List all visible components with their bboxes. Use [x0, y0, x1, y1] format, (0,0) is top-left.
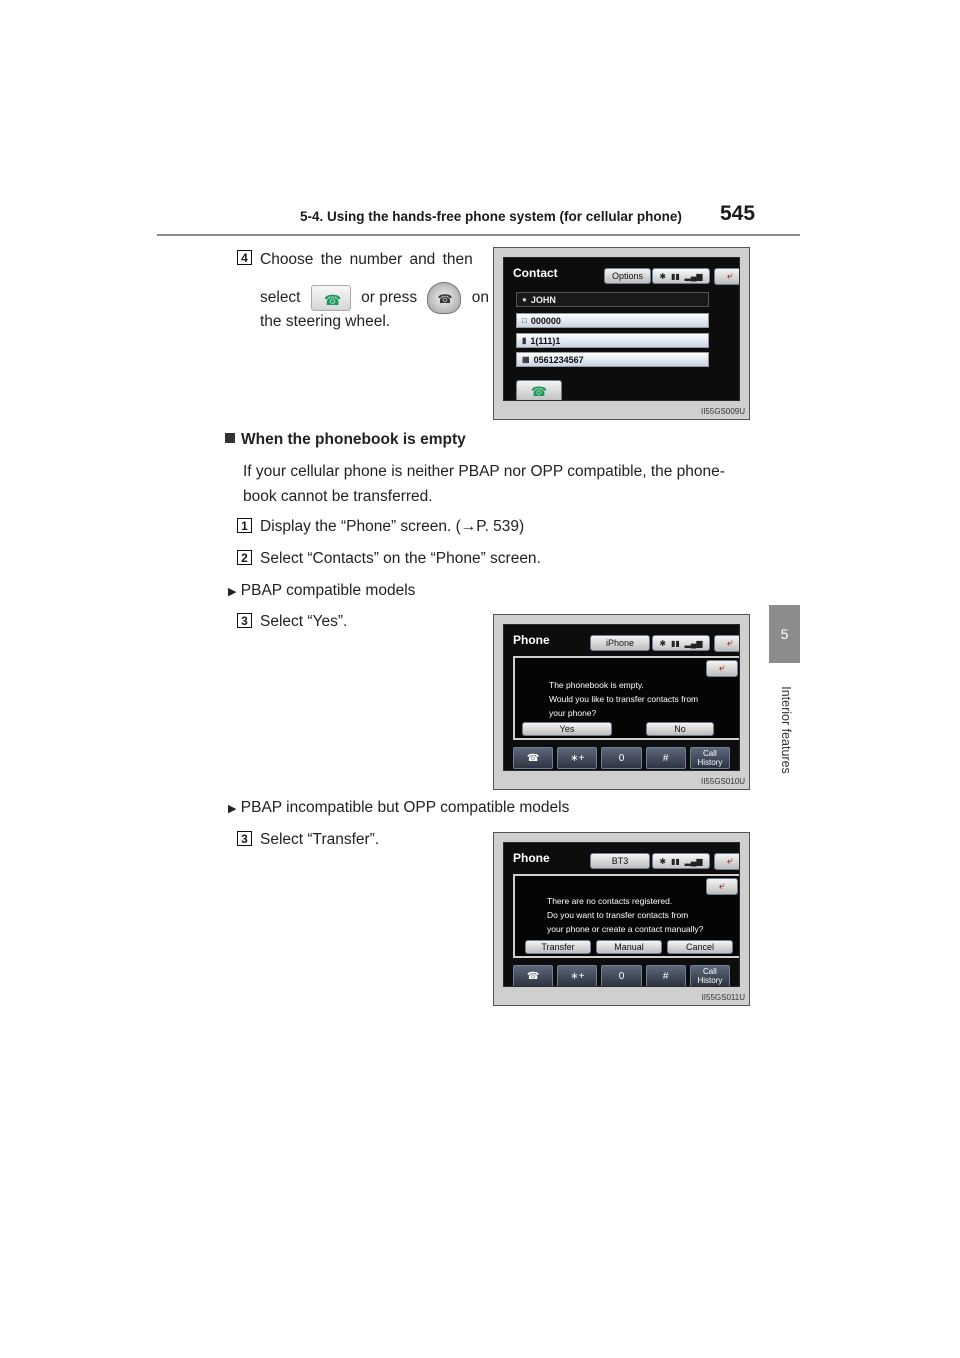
number-row[interactable] [516, 352, 709, 367]
screen-title: Phone [513, 851, 550, 865]
section-heading [225, 430, 466, 450]
heading-bullet-icon [225, 433, 235, 443]
options-button[interactable]: Options [604, 268, 651, 284]
signal-icon: ▂▄▆ [684, 856, 703, 866]
phone-icon: ☎ [530, 383, 548, 399]
message-line: Would you like to transfer contacts from [549, 694, 699, 704]
pbap-screenshot [493, 614, 750, 790]
steering-switch-icon [427, 282, 461, 314]
dialog-back-button[interactable] [706, 878, 738, 895]
dialog-message [549, 678, 698, 720]
step4-on-word: on [471, 289, 489, 307]
battery-icon: ▮▮ [670, 856, 680, 866]
battery-icon: ▮▮ [670, 638, 680, 648]
signal-icon: ▂▄▆ [684, 271, 703, 281]
battery-icon: ▮▮ [670, 271, 680, 281]
device-name[interactable]: iPhone [590, 635, 650, 651]
image-code: II55GS010U [700, 777, 745, 786]
keypad-row [513, 965, 730, 987]
number-2: 1(111)1 [530, 335, 561, 346]
phone-icon: ☎ [437, 292, 453, 306]
opp-step-text: Select “Transfer”. [260, 831, 380, 848]
step4-line3: the steering wheel. [260, 313, 391, 330]
back-button[interactable] [714, 853, 740, 870]
back-arrow-icon: ⤶ [726, 270, 734, 282]
step2-text: Select “Contacts” on the “Phone” screen. [260, 550, 541, 567]
image-code: II55GS011U [701, 993, 745, 1002]
number-row[interactable] [516, 313, 709, 328]
opp-heading-text: PBAP incompatible but OPP compatible models [240, 799, 570, 816]
number-row[interactable] [516, 333, 709, 348]
bluetooth-icon: ✱ [659, 856, 667, 866]
screen-title: Contact [513, 266, 558, 280]
zero-key[interactable]: 0 [601, 747, 641, 769]
status-indicators [652, 635, 710, 651]
transfer-button[interactable]: Transfer [525, 940, 591, 954]
step-number-4: 4 [237, 250, 252, 265]
header-divider [157, 234, 800, 236]
step-number-3: 3 [237, 613, 252, 628]
back-button[interactable] [714, 268, 740, 285]
signal-icon: ▂▄▆ [684, 638, 703, 648]
office-type-icon: ▦ [522, 355, 530, 364]
contact-screen [503, 257, 740, 401]
zero-key[interactable]: 0 [601, 965, 641, 987]
step4-line2 [260, 282, 489, 314]
section-header-title: 5-4. Using the hands-free phone system (for cellular phone) [300, 209, 682, 224]
pbap-heading [228, 581, 415, 602]
message-line: The phonebook is empty. [549, 680, 644, 690]
call-button-illustration [311, 285, 351, 311]
star-key[interactable]: ∗+ [557, 747, 597, 769]
star-key[interactable]: ∗+ [557, 965, 597, 987]
manual-button[interactable]: Manual [596, 940, 662, 954]
back-arrow-icon: ⤶ [718, 880, 726, 892]
no-contacts-dialog [513, 874, 740, 958]
status-indicators [652, 268, 710, 284]
no-button[interactable]: No [646, 722, 714, 736]
bluetooth-icon: ✱ [659, 271, 667, 281]
number-1: 000000 [530, 315, 561, 326]
call-history-key[interactable]: Call History [690, 965, 730, 987]
paragraph-line1: If your cellular phone is neither PBAP nor OPP compatible, the phone- [243, 463, 725, 480]
opp-screenshot [493, 832, 750, 1006]
opp-heading [228, 798, 569, 819]
phone-key[interactable]: ☎ [513, 965, 553, 987]
phone-screen [503, 842, 740, 987]
chapter-tab: 5 [769, 605, 800, 663]
device-name[interactable]: BT3 [590, 853, 650, 869]
person-icon: ● [522, 295, 527, 304]
phone-screen [503, 624, 740, 771]
step1-text: Display the “Phone” screen. (→P. 539) [260, 518, 525, 535]
message-line: your phone or create a contact manually? [547, 924, 704, 934]
pbap-heading-text: PBAP compatible models [240, 582, 416, 599]
contact-name-row[interactable] [516, 292, 709, 307]
triangle-bullet-icon: ▶ [228, 803, 237, 815]
keypad-row [513, 747, 730, 769]
call-history-key[interactable]: Call History [690, 747, 730, 769]
message-line: Do you want to transfer contacts from [547, 910, 689, 920]
back-arrow-icon: ⤶ [726, 855, 734, 867]
step-number-1: 1 [237, 518, 252, 533]
pbap-step-text: Select “Yes”. [260, 613, 348, 630]
hash-key[interactable]: # [646, 965, 686, 987]
phone-type-icon: □ [522, 316, 527, 325]
contact-name: JOHN [530, 294, 556, 305]
back-arrow-icon: ⤶ [718, 662, 726, 674]
image-code: II55GS009U [700, 407, 745, 416]
dialog-back-button[interactable] [706, 660, 738, 677]
screen-title: Phone [513, 633, 550, 647]
back-arrow-icon: ⤶ [726, 637, 734, 649]
message-line: There are no contacts registered. [547, 896, 673, 906]
hash-key[interactable]: # [646, 747, 686, 769]
empty-phonebook-dialog [513, 656, 740, 740]
dialog-message [547, 894, 703, 936]
step4-or-press: or press [361, 289, 418, 307]
heading-text: When the phonebook is empty [241, 431, 466, 448]
step4-select-word: select [260, 289, 301, 307]
call-button[interactable] [516, 380, 562, 401]
yes-button[interactable]: Yes [522, 722, 612, 736]
cancel-button[interactable]: Cancel [667, 940, 733, 954]
mobile-type-icon: ▮ [522, 336, 527, 345]
triangle-bullet-icon: ▶ [228, 586, 237, 598]
step4-line1: Choose the number and then [260, 251, 473, 268]
back-button[interactable] [714, 635, 740, 652]
bluetooth-icon: ✱ [659, 638, 667, 648]
status-indicators [652, 853, 710, 869]
number-3: 0561234567 [533, 354, 584, 365]
paragraph-line2: book cannot be transferred. [243, 488, 433, 505]
step-number-3: 3 [237, 831, 252, 846]
contact-screenshot [493, 247, 750, 420]
chapter-label: Interior features [779, 686, 793, 774]
message-line: your phone? [549, 708, 597, 718]
page-number: 545 [720, 202, 756, 225]
phone-icon: ☎ [323, 292, 342, 308]
phone-key[interactable]: ☎ [513, 747, 553, 769]
step-number-2: 2 [237, 550, 252, 565]
